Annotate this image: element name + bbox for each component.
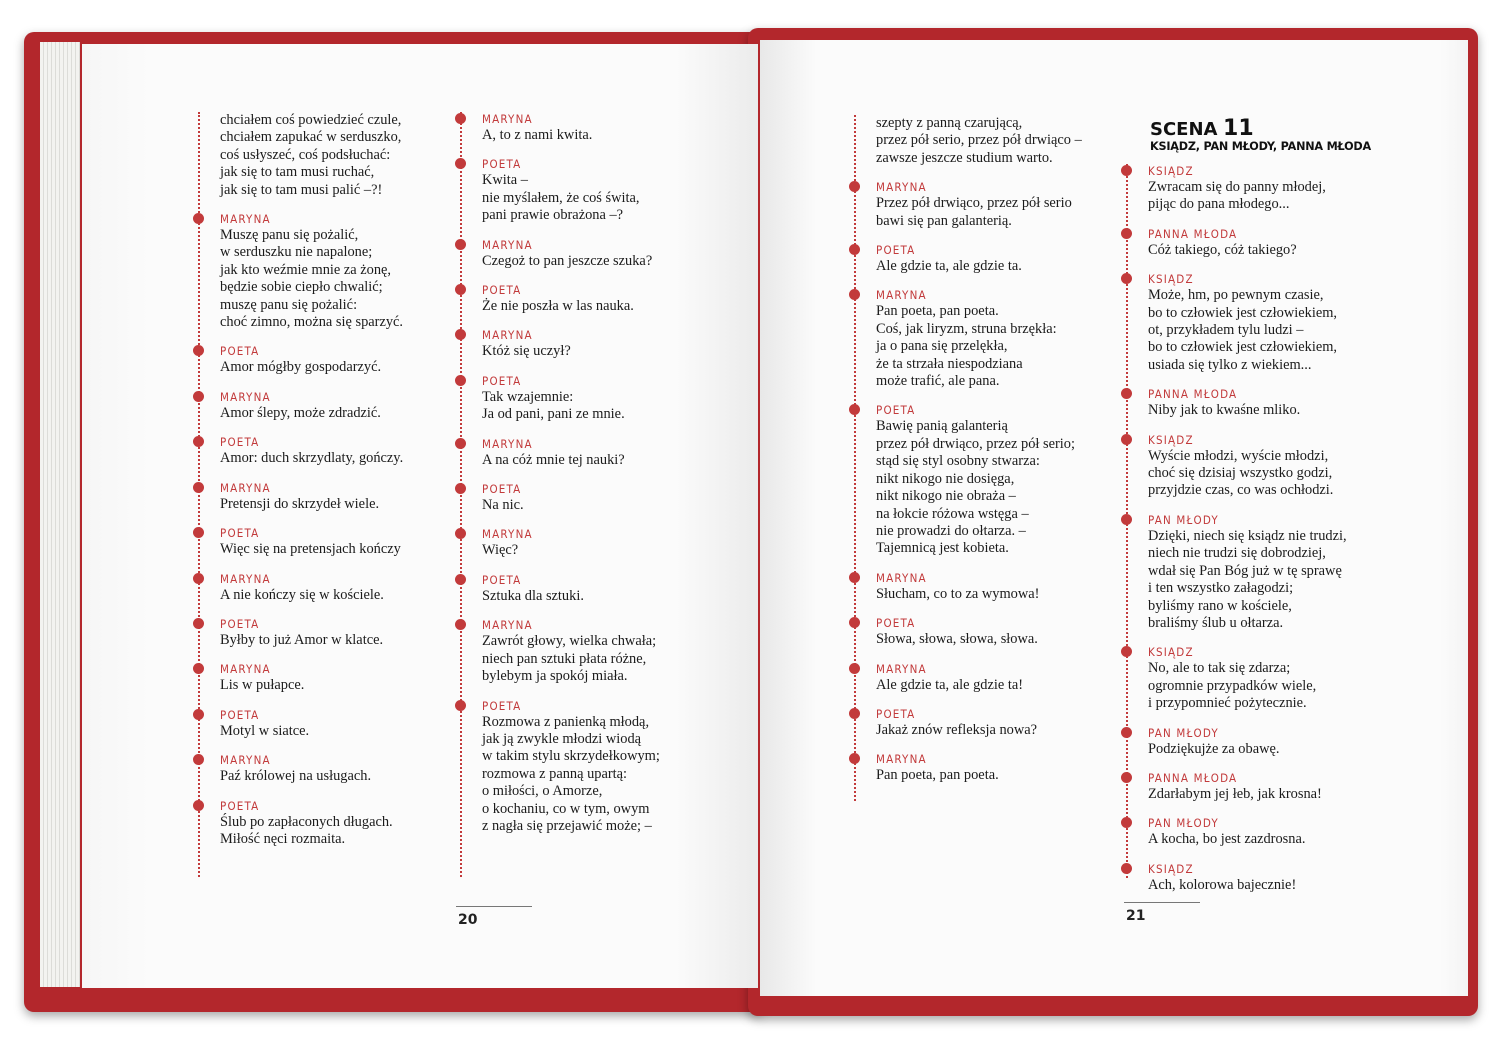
verse-line: Ślub po zapłaconych długach. [220,813,393,830]
verse-line: Że nie poszła w las nauka. [482,298,634,315]
verse-line: Więc się na pretensjach kończy [220,541,401,558]
verse-line: o miłości, o Amorze, [482,783,603,800]
dialogue-entry [220,753,403,785]
verse-line: Pan poeta, pan poeta. [876,303,999,320]
dialogue-entry [220,212,403,331]
verse-line: pani prawie obrażona –? [482,207,624,224]
verse-line: Może, hm, po pewnym czasie, [1148,287,1324,304]
dialogue-entry [482,283,660,315]
verse-line: Dzięki, niech się ksiądz nie trudzi, [1148,527,1347,544]
speaker-name: MARYNA [876,288,927,303]
speaker-name: MARYNA [876,752,927,767]
verse-line: szepty z panną czarującą, [876,115,1023,131]
verse-line: Amor ślepy, może zdradzić. [220,404,381,421]
speaker-name: POETA [876,243,916,258]
verse-line: Jakaż znów refleksja nowa? [876,721,1038,738]
verse-line: Pan poeta, pan poeta. [876,767,999,784]
speaker-name: MARYNA [482,237,533,252]
speaker-name: MARYNA [482,112,533,126]
speaker-name: KSIĄDZ [1148,432,1194,447]
verse-line: ogromnie przypadków wiele, [1148,677,1317,694]
verse-line: Rozmowa z panienką młodą, [482,713,650,730]
verse-line: jak się to tam musi ruchać, [220,164,375,181]
speaker-name: MARYNA [482,436,533,451]
speaker-name: MARYNA [220,212,271,227]
dialogue-entry [482,573,660,605]
verse-line: że ta strzała niespodziana [876,355,1023,372]
verse-line: przyjdzie czas, co was ochłodzi. [1148,482,1334,499]
verse-line: ja o pana się przelękła, [876,338,1008,355]
speaker-name: POETA [220,526,260,541]
verse-line: chciałem coś powiedzieć czule, [220,112,402,128]
verse-line: Słucham, co to za wymowa! [876,585,1040,602]
dialogue-entry [876,662,1082,694]
verse-line: Zwracam się do panny młodej, [1148,179,1326,195]
dialogue-entry [1148,164,1347,214]
verse-line: chciałem zapukać w serduszko, [220,129,402,146]
verse-line: niech nie trudzi się dobrodziej, [1148,545,1326,562]
speaker-name: PAN MŁODY [1148,512,1219,527]
verse-line: zawsze jeszcze studium warto. [876,149,1053,166]
dialogue-entry [220,435,403,467]
dialogue-entry [1148,645,1347,712]
dialogue-entry [220,526,403,558]
dialogue-entry [1148,433,1347,500]
speaker-name: POETA [482,572,522,587]
verse-line: niech pan sztuki płata różne, [482,650,647,667]
verse-line: Któż się uczył? [482,343,571,360]
right-page-column-2 [1126,164,1347,893]
speaker-name: MARYNA [876,570,927,585]
verse-line: A nie kończy się w kościele. [220,586,384,603]
verse-line: przez pół drwiąco, przez pół serio; [876,435,1075,452]
speaker-name: POETA [220,344,260,359]
verse-line: Tajemnicą jest kobieta. [876,540,1009,557]
verse-line: nikt nikogo nie dosięga, [876,470,1015,487]
verse-line: Niby jak to kwaśne mliko. [1148,402,1301,419]
verse-line: Paź królowej na usługach. [220,768,372,785]
verse-line: usiada się tylko z wiekiem... [1148,356,1312,373]
speaker-name: POETA [876,616,916,631]
verse-line: nie prowadzi do ołtarza. – [876,522,1026,539]
right-page-column-1 [854,115,1082,801]
dialogue-entry [1148,862,1347,894]
dialogue-entry [220,344,403,376]
verse-line: nie myślałem, że coś świta, [482,189,640,206]
dialogue-entry [876,616,1082,648]
speaker-name: POETA [482,283,522,298]
verse-line: jak się to tam musi palić –?! [220,181,383,198]
dialogue-entry [220,617,403,649]
right-page-number: 21 [1126,908,1146,924]
speaker-name: POETA [220,707,260,722]
verse-line: Więc? [482,542,519,559]
dialogue-entry [482,157,660,224]
verse-line: Podziękujże za obawę. [1148,740,1280,757]
verse-line: z nagła się przejawić może; – [482,817,652,834]
dialogue-entry [876,115,1082,167]
speaker-name: MARYNA [220,480,271,495]
verse-line: w takim stylu skrzydełkowym; [482,748,660,765]
speaker-name: MARYNA [876,661,927,676]
verse-line: i przypomnieć pożytecznie. [1148,695,1307,712]
speaker-name: MARYNA [220,571,271,586]
verse-line: byliśmy rano w kościele, [1148,597,1292,614]
dialogue-entry [876,707,1082,739]
dialogue-entry [220,662,403,694]
verse-line: stąd się styl osobny stwarza: [876,453,1040,470]
verse-line: nikt nikogo nie obraża – [876,488,1016,505]
verse-line: Muszę panu się pożalić, [220,227,359,244]
verse-line: Byłby to już Amor w klatce. [220,631,384,648]
verse-line: Sztuka dla sztuki. [482,587,584,604]
speaker-name: MARYNA [220,753,271,768]
dialogue-entry [220,112,403,199]
dialogue-entry [1148,227,1347,259]
verse-line: Słowa, słowa, słowa, słowa. [876,631,1038,648]
speaker-name: POETA [220,798,260,813]
dialogue-entry [482,618,660,685]
verse-line: Miłość nęci rozmaita. [220,830,346,847]
verse-line: Coś, jak liryzm, struna brzękła: [876,320,1057,337]
verse-line: Tak wzajemnie: [482,388,574,405]
verse-line: w serduszku nie napalone; [220,244,373,261]
scene-number: 11 [1223,116,1254,141]
speaker-name: MARYNA [876,180,927,195]
dialogue-entry [876,288,1082,390]
verse-line: bo to człowiek jest człowiekiem, [1148,304,1338,321]
verse-line: choć się dzisiaj wszystko godzi, [1148,465,1333,482]
dialogue-entry [1148,726,1347,758]
verse-line: Ja od pani, pani ze mnie. [482,406,625,423]
verse-line: Na nic. [482,497,524,514]
dialogue-entry [220,708,403,740]
dialogue-entry [482,482,660,514]
speaker-name: KSIĄDZ [1148,272,1194,287]
verse-line: jak ją zwykle młodzi wiodą [482,730,642,747]
dialogue-entry [876,180,1082,230]
scene-title [1150,116,1254,141]
dialogue-entry [1148,272,1347,374]
speaker-name: MARYNA [220,389,271,404]
verse-line: Ale gdzie ta, ale gdzie ta. [876,258,1022,275]
speaker-name: POETA [482,373,522,388]
dialogue-entry [482,328,660,360]
scene-label: SCENA [1150,119,1218,140]
dialogue-entry [482,238,660,270]
dialogue-entry [220,799,403,849]
verse-line: ot, przykładem tylu ludzi – [1148,322,1304,339]
verse-line: będzie sobie ciepło chwalić; [220,279,383,296]
verse-line: muszę panu się pożalić: [220,296,358,313]
verse-line: wdał się Pan Bóg już w tę sprawę [1148,562,1342,579]
right-page-number-rule [1124,902,1200,903]
speaker-name: KSIĄDZ [1148,861,1194,876]
dialogue-entry [876,571,1082,603]
speaker-name: MARYNA [220,662,271,677]
verse-line: Bawię panią galanterią [876,418,1008,435]
verse-line: bo to człowiek jest człowiekiem, [1148,339,1338,356]
verse-line: bawi się pan galanterią. [876,212,1012,229]
dialogue-entry [1148,771,1347,803]
verse-line: A kocha, bo jest zazdrosna. [1148,831,1306,848]
speaker-name: PANNA MŁODA [1148,387,1238,402]
verse-line: Ach, kolorowa bajecznie! [1148,876,1297,893]
verse-line: Wyście młodzi, wyście młodzi, [1148,447,1329,464]
speaker-name: POETA [482,482,522,497]
verse-line: Czegoż to pan jeszcze szuka? [482,252,653,269]
verse-line: o kochaniu, co w tym, owym [482,800,650,817]
verse-line: Cóż takiego, cóż takiego? [1148,241,1297,258]
dialogue-entry [482,527,660,559]
dialogue-entry [220,481,403,513]
dialogue-entry [876,243,1082,275]
verse-line: coś usłyszeć, coś podsłuchać: [220,146,391,163]
verse-line: rozmowa z panną upartą: [482,765,628,782]
verse-line: braliśmy ślub u ołtarza. [1148,614,1284,631]
verse-line: i ten wszystko załagodzi; [1148,580,1294,597]
verse-line: przez pół serio, przez pół drwiąco – [876,132,1082,149]
verse-line: Pretensji do skrzydeł wiele. [220,495,380,512]
verse-line: Ale gdzie ta, ale gdzie ta! [876,676,1024,693]
speaker-name: MARYNA [482,328,533,343]
speaker-name: MARYNA [482,527,533,542]
dialogue-entry [482,699,660,836]
verse-line: A, to z nami kwita. [482,127,593,143]
left-page-number-rule [456,906,532,907]
dialogue-entry [482,437,660,469]
speaker-name: PAN MŁODY [1148,816,1219,831]
verse-line: może trafić, ale pana. [876,373,1000,390]
scene-characters: KSIĄDZ, PAN MŁODY, PANNA MŁODA [1150,140,1371,153]
verse-line: na łokcie różowa wstęga – [876,505,1029,522]
verse-line: Motyl w siatce. [220,722,310,739]
speaker-name: PANNA MŁODA [1148,770,1238,785]
dialogue-entry [220,572,403,604]
verse-line: bylebym ja spokój miała. [482,668,628,685]
speaker-name: POETA [220,435,260,450]
verse-line: pijąc do pana młodego... [1148,196,1290,213]
speaker-name: PANNA MŁODA [1148,226,1238,241]
page-edges [40,42,80,987]
verse-line: Zawrót głowy, wielka chwała; [482,633,657,650]
dialogue-entry [1148,513,1347,632]
verse-line: Amor mógłby gospodarzyć. [220,359,382,376]
dialogue-entry [876,403,1082,557]
left-page-number: 20 [458,912,478,928]
dialogue-entry [220,390,403,422]
verse-line: jak kto weźmie mnie za żonę, [220,261,392,278]
verse-line: Amor: duch skrzydlaty, gończy. [220,450,404,467]
speaker-name: KSIĄDZ [1148,645,1194,660]
verse-line: Zdarłabym jej łeb, jak krosna! [1148,785,1322,802]
verse-line: choć zimno, można się sparzyć. [220,314,404,331]
speaker-name: POETA [482,698,522,713]
verse-line: Lis w pułapce. [220,677,305,694]
speaker-name: PAN MŁODY [1148,725,1219,740]
speaker-name: POETA [220,616,260,631]
speaker-name: POETA [876,706,916,721]
dialogue-entry [482,112,660,144]
left-page-column-2 [460,112,660,877]
dialogue-entry [1148,387,1347,419]
speaker-name: MARYNA [482,618,533,633]
dialogue-entry [482,374,660,424]
dialogue-entry [1148,816,1347,848]
dialogue-entry [876,752,1082,784]
verse-line: Kwita – [482,172,528,189]
verse-line: Przez pół drwiąco, przez pół serio [876,195,1072,212]
verse-line: A na cóż mnie tej nauki? [482,451,625,468]
verse-line: No, ale to tak się zdarza; [1148,660,1291,677]
left-page-column-1 [198,112,403,877]
speaker-name: POETA [482,157,522,172]
speaker-name: KSIĄDZ [1148,164,1194,178]
speaker-name: POETA [876,403,916,418]
